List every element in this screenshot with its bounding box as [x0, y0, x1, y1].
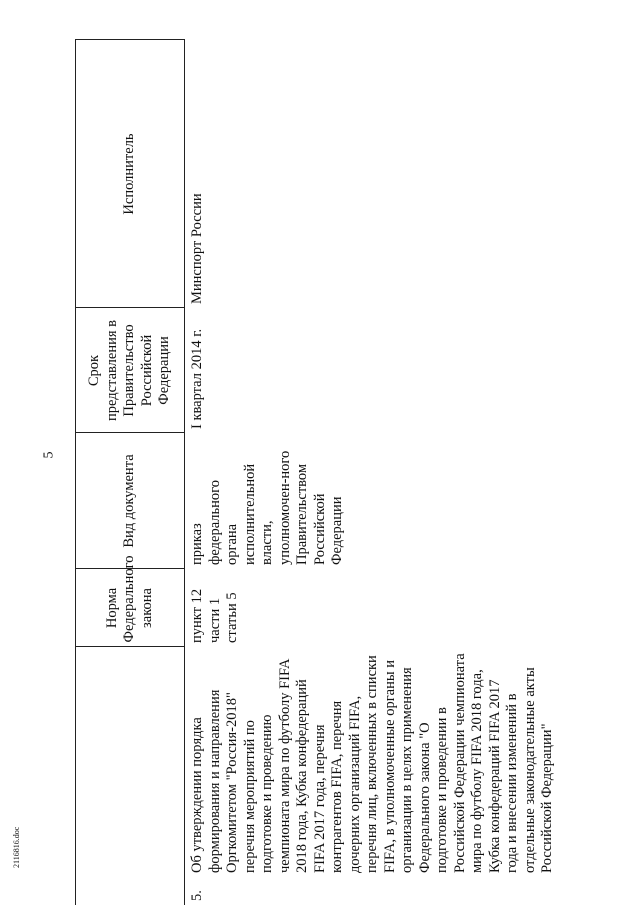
row-deadline: I квартал 2014 г.	[189, 328, 205, 429]
table-header-row	[76, 40, 185, 905]
table-row	[185, 40, 557, 905]
header-norm: Норма Федерального закона	[76, 569, 185, 647]
row-name	[185, 647, 557, 877]
header-deadline: Срок представления в Правительство Российской Федерации	[76, 308, 185, 433]
header-name	[76, 647, 185, 905]
row-norm: пункт 12 части 1 статьи 5	[189, 588, 240, 643]
header-executor: Исполнитель	[76, 40, 185, 308]
row-doc-type: приказ федерального органа исполнительной власти, уполномочен-ного Правительством Российской Федерации	[189, 450, 345, 565]
rotated-page-content	[75, 40, 605, 905]
row-executor: Минспорт России	[189, 193, 205, 304]
header-doc-type: Вид документа	[76, 433, 185, 569]
plan-table	[75, 40, 557, 905]
row-number: 5.	[189, 890, 205, 901]
row-name-text: Об утверждении порядка формирования и направления Оргкомитетом "Россия-2018" перечня мероприятий по подготовке и проведению чемпионата мира по футболу FIFA 2018 года, Кубка конфедераций FIFA 2017 года, перечня контрагентов FIFA, перечня дочерних организаций FIFA, перечня лиц, включенных в списки FIFA, в уполномоченные органы и организации в целях применения Федерального закона "О подготовке и проведении в Российской Федерации чемпионата мира по футболу FIFA 2018 года, Кубка конфедераций FIFA 2017 года и внесении изменений в отдельные законодательные акты Российской Федерации"	[189, 653, 555, 873]
footer-doc-code: 2116816.doc	[12, 826, 21, 868]
page-number: 5	[41, 451, 57, 459]
